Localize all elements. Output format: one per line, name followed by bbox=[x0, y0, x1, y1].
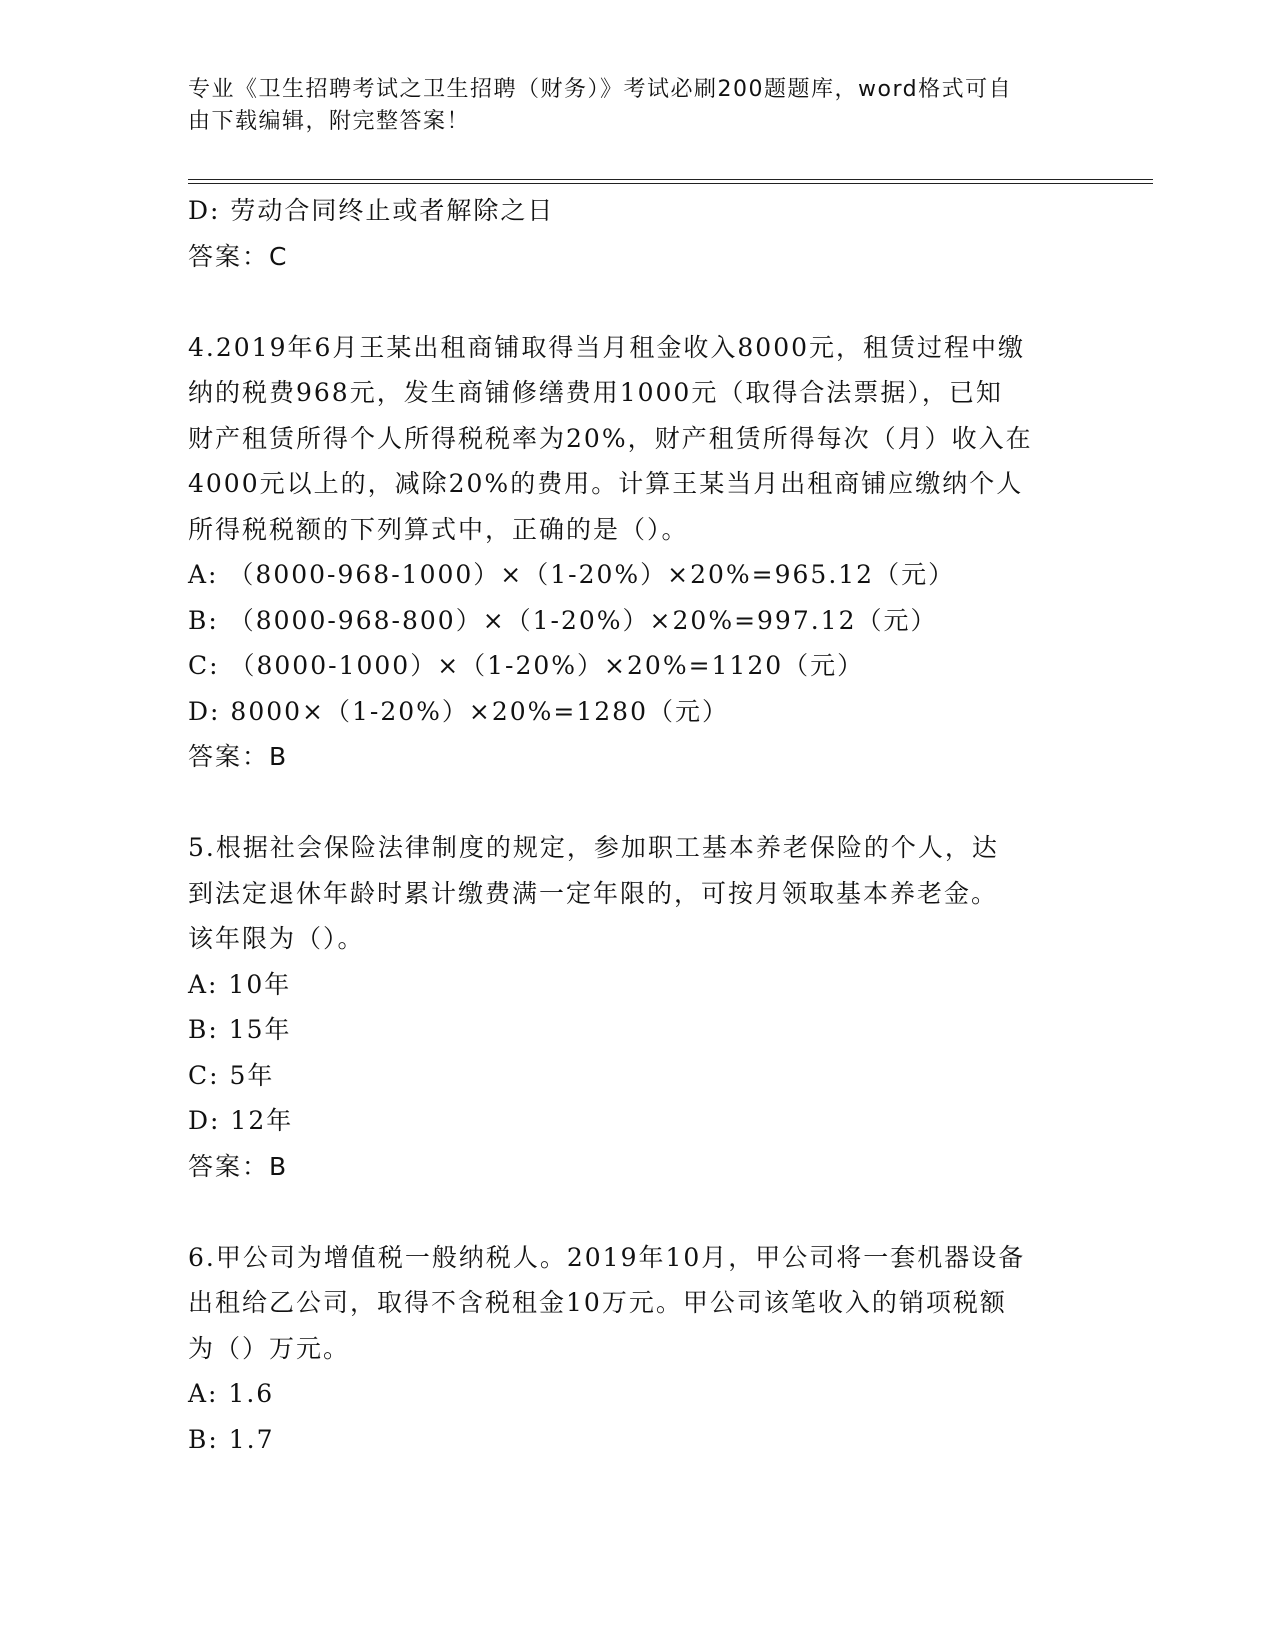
question-4 bbox=[188, 325, 1088, 780]
question-stem-line: 出租给乙公司，取得不含税租金10万元。甲公司该笔收入的销项税额 bbox=[188, 1288, 1007, 1317]
option-d: D: 劳动合同终止或者解除之日 bbox=[188, 196, 555, 225]
header-line-2: 由下载编辑，附完整答案！ bbox=[188, 109, 471, 134]
question-stem-line: 财产租赁所得个人所得税税率为20%，财产租赁所得每次（月）收入在 bbox=[188, 423, 1033, 453]
spacer bbox=[188, 279, 1088, 325]
question-stem-line: 4.2019年6月王某出租商铺取得当月租金收入8000元，租赁过程中缴 bbox=[188, 332, 1026, 362]
option-c: C: 5年 bbox=[188, 1060, 275, 1090]
question-stem-line: 该年限为（）。 bbox=[188, 924, 365, 953]
option-d: D: 12年 bbox=[188, 1106, 294, 1135]
question-3-tail bbox=[188, 188, 1088, 279]
question-stem-line: 到法定退休年龄时累计缴费满一定年限的，可按月领取基本养老金。 bbox=[188, 878, 999, 908]
option-d: D: 8000×（1-20%）×20%=1280（元） bbox=[188, 696, 729, 726]
question-stem-line: 为（）万元。 bbox=[188, 1333, 351, 1363]
question-6 bbox=[188, 1235, 1088, 1463]
header-rule-top bbox=[188, 179, 1153, 180]
question-stem-line: 6.甲公司为增值税一般纳税人。2019年10月，甲公司将一套机器设备 bbox=[188, 1242, 1026, 1272]
question-stem-line: 5.根据社会保险法律制度的规定，参加职工基本养老保险的个人，达 bbox=[188, 833, 999, 862]
option-a: A: 1.6 bbox=[188, 1379, 275, 1408]
document-header bbox=[188, 74, 1068, 138]
option-c: C: （8000-1000）×（1-20%）×20%=1120（元） bbox=[188, 651, 865, 680]
question-stem-line: 4000元以上的，减除20%的费用。计算王某当月出租商铺应缴纳个人 bbox=[188, 469, 1024, 498]
header-line-1: 专业《卫生招聘考试之卫生招聘（财务）》考试必刷200题题库，word格式可自 bbox=[188, 77, 1013, 102]
option-a: A: （8000-968-1000）×（1-20%）×20%=965.12（元） bbox=[188, 560, 956, 589]
question-stem-line: 纳的税费968元，发生商铺修缮费用1000元（取得合法票据），已知 bbox=[188, 378, 1003, 407]
option-b: B: 15年 bbox=[188, 1015, 292, 1044]
question-5 bbox=[188, 825, 1088, 1189]
answer: 答案：B bbox=[188, 1151, 289, 1181]
header-rule-bottom bbox=[188, 183, 1153, 184]
answer: 答案：C bbox=[188, 241, 289, 271]
answer: 答案：B bbox=[188, 742, 289, 771]
option-b: B: （8000-968-800）×（1-20%）×20%=997.12（元） bbox=[188, 605, 938, 635]
spacer bbox=[188, 780, 1088, 826]
option-a: A: 10年 bbox=[188, 969, 292, 999]
option-b: B: 1.7 bbox=[188, 1424, 275, 1454]
question-list bbox=[188, 188, 1088, 1462]
question-stem-line: 所得税税额的下列算式中，正确的是（）。 bbox=[188, 514, 689, 544]
spacer bbox=[188, 1189, 1088, 1235]
